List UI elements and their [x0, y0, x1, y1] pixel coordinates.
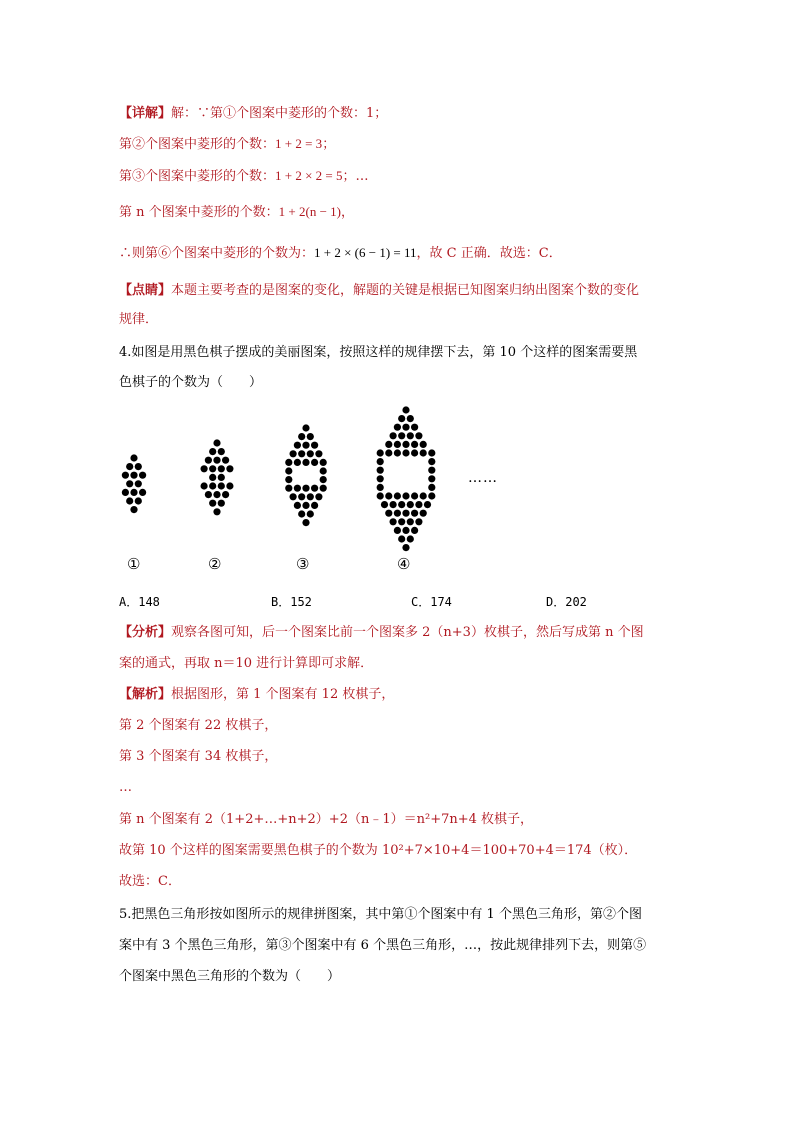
chess-piece-dot [218, 465, 225, 472]
chess-piece-dot [209, 474, 216, 481]
chess-piece-dot [415, 432, 422, 439]
detail-line-3 [119, 166, 369, 187]
chess-piece-dot [428, 449, 435, 456]
detail-end-2: ； [322, 137, 336, 152]
comment-line-2: 规律． [119, 312, 159, 327]
comment-text-1: 本题主要考查的是图案的变化，解题的关键是根据已知图案归纳出图案个数的变化 [171, 283, 640, 298]
detail-math-5: 1 + 2 × (6 − 1) = 11 [314, 245, 417, 260]
chess-piece-dot [377, 467, 384, 474]
solution-line-3: 第 3 个图案有 34 枚棋子， [119, 749, 278, 764]
solution-line-6: 故第 10 个这样的图案需要黑色棋子的个数为 10²+7×10+4＝100+70+4＝174（枚）． [119, 843, 638, 858]
chess-piece-dot [320, 485, 327, 492]
chess-piece-dot [285, 485, 292, 492]
chess-piece-dot [302, 459, 309, 466]
chess-piece-dot [390, 518, 397, 525]
analysis-tag: 【分析】 [119, 625, 172, 640]
chess-piece-dot [290, 450, 297, 457]
choice-c: C．174 [411, 595, 452, 609]
chess-piece-dot [209, 482, 216, 489]
chess-piece-dot [402, 492, 409, 499]
chess-piece-dot [390, 432, 397, 439]
figure-label-2: ② [208, 555, 222, 573]
chess-piece-dot [311, 502, 318, 509]
solution-tag: 【解析】 [119, 687, 172, 702]
chess-piece-dot [320, 476, 327, 483]
chess-piece-dot [298, 493, 305, 500]
chess-piece-dot [209, 465, 216, 472]
chess-piece-dot [385, 449, 392, 456]
chess-piece-dot [377, 484, 384, 491]
chess-piece-dot [205, 491, 212, 498]
chess-piece-dot [420, 441, 427, 448]
figure-label-4: ④ [397, 555, 411, 573]
chess-piece-dot [285, 459, 292, 466]
chess-piece-dot [420, 492, 427, 499]
chess-piece-dot [424, 501, 431, 508]
chess-piece-dot [394, 441, 401, 448]
solution-line-2: 第 2 个图案有 22 枚棋子， [119, 718, 278, 733]
chess-piece-dot [135, 480, 142, 487]
solution-line-5: 第 n 个图案有 2（1+2+…+n+2）+2（n﹣1）＝n²+7n+4 枚棋子， [119, 812, 534, 827]
chess-piece-dot [394, 424, 401, 431]
detail-end-4: ， [340, 205, 354, 220]
chess-piece-dot [415, 518, 422, 525]
analysis-line-1 [119, 623, 644, 643]
chess-piece-dot [385, 441, 392, 448]
chess-piece-dot [222, 491, 229, 498]
chess-piece-dot [302, 502, 309, 509]
detail-math-4b: (n − 1) [305, 204, 341, 219]
chess-piece-dot [290, 493, 297, 500]
detail-text-4: 第 n 个图案中菱形的个数： [119, 205, 279, 220]
pattern-figure-4 [377, 406, 436, 551]
chess-piece-dot [428, 492, 435, 499]
chess-piece-dot [307, 433, 314, 440]
chess-piece-dot [402, 510, 409, 517]
chess-piece-dot [377, 492, 384, 499]
chess-piece-dot [311, 485, 318, 492]
chess-piece-dot [398, 501, 405, 508]
chess-piece-dot [298, 450, 305, 457]
chess-piece-dot [311, 459, 318, 466]
chess-piece-dot [402, 424, 409, 431]
question-4-line-1: 4.如图是用黑色棋子摆成的美丽图案，按照这样的规律摆下去，第 10 个这样的图案需要黑 [119, 345, 638, 360]
detail-math-3: 1 + 2 × 2 = 5 [275, 168, 343, 183]
chess-piece-dot [407, 501, 414, 508]
pattern-figure-2 [201, 439, 234, 515]
chess-piece-dot [126, 480, 133, 487]
question-5-line-3: 个图案中黑色三角形的个数为（ ） [119, 969, 341, 984]
chess-piece-dot [201, 465, 208, 472]
question-4-line-2: 色棋子的个数为（ ） [119, 375, 263, 390]
detail-line-5 [119, 243, 562, 264]
chess-piece-dot [226, 465, 233, 472]
chess-piece-dot [218, 482, 225, 489]
chess-piece-dot [222, 457, 229, 464]
comment-tag: 【点睛】 [119, 283, 172, 298]
chess-piece-dot [213, 508, 220, 515]
chess-piece-dot [411, 492, 418, 499]
analysis-line-2: 案的通式，再取 n＝10 进行计算即可求解． [119, 656, 374, 671]
chess-piece-dot [394, 492, 401, 499]
chess-piece-dot [398, 415, 405, 422]
chess-piece-dot [407, 432, 414, 439]
chess-piece-dot [420, 510, 427, 517]
chess-piece-dot [377, 458, 384, 465]
chess-piece-dot [213, 457, 220, 464]
chess-piece-dot [320, 467, 327, 474]
detail-math-4a: 1 + 2 [278, 204, 306, 219]
chess-piece-dot [205, 457, 212, 464]
chess-piece-dot [385, 492, 392, 499]
pattern-figure-1 [122, 454, 146, 513]
chess-piece-dot [294, 485, 301, 492]
chess-piece-dot [294, 502, 301, 509]
detail-line-1 [119, 104, 387, 124]
detail-math-2: 1 + 2 = 3 [275, 136, 323, 151]
pattern-figures [110, 398, 460, 558]
chess-piece-dot [315, 450, 322, 457]
chess-piece-dot [428, 467, 435, 474]
chess-piece-dot [294, 442, 301, 449]
chess-piece-dot [126, 497, 133, 504]
solution-line-4: … [119, 780, 132, 795]
chess-piece-dot [298, 433, 305, 440]
chess-piece-dot [402, 544, 409, 551]
choice-b: B．152 [271, 595, 312, 609]
chess-piece-dot [381, 501, 388, 508]
chess-piece-dot [402, 449, 409, 456]
chess-piece-dot [411, 424, 418, 431]
chess-piece-dot [302, 424, 309, 431]
chess-piece-dot [411, 449, 418, 456]
detail-text-1: 解：∵第①个图案中菱形的个数：1； [171, 106, 388, 121]
chess-piece-dot [394, 527, 401, 534]
chess-piece-dot [302, 485, 309, 492]
chess-piece-dot [218, 500, 225, 507]
chess-piece-dot [130, 454, 137, 461]
chess-piece-dot [218, 448, 225, 455]
chess-piece-dot [209, 448, 216, 455]
figure-label-3: ③ [296, 555, 310, 573]
chess-piece-dot [302, 519, 309, 526]
detail-text-5: ∴则第⑥个图案中菱形的个数为： [119, 246, 315, 261]
chess-piece-dot [411, 441, 418, 448]
chess-piece-dot [407, 415, 414, 422]
chess-piece-dot [377, 475, 384, 482]
detail-end-3: ；… [342, 169, 369, 184]
chess-piece-dot [213, 491, 220, 498]
solution-line-1 [119, 685, 394, 705]
chess-piece-dot [298, 510, 305, 517]
chess-piece-dot [377, 449, 384, 456]
chess-piece-dot [307, 450, 314, 457]
detail-end-5: ，故 C 正确．故选：C． [416, 246, 562, 261]
chess-piece-dot [411, 510, 418, 517]
chess-piece-dot [398, 518, 405, 525]
chess-piece-dot [130, 506, 137, 513]
detail-tag: 【详解】 [119, 106, 172, 121]
chess-piece-dot [411, 527, 418, 534]
chess-piece-dot [135, 497, 142, 504]
chess-piece-dot [218, 474, 225, 481]
comment-line-1 [119, 281, 639, 301]
chess-piece-dot [135, 463, 142, 470]
chess-piece-dot [302, 442, 309, 449]
detail-line-2 [119, 134, 335, 155]
chess-piece-dot [139, 472, 146, 479]
solution-text-1: 根据图形，第 1 个图案有 12 枚棋子， [171, 687, 395, 702]
choice-a: A．148 [119, 595, 160, 609]
chess-piece-dot [285, 467, 292, 474]
chess-piece-dot [213, 439, 220, 446]
figure-label-1: ① [127, 555, 141, 573]
chess-piece-dot [311, 442, 318, 449]
chess-piece-dot [428, 475, 435, 482]
chess-piece-dot [428, 484, 435, 491]
chess-piece-dot [398, 432, 405, 439]
chess-piece-dot [390, 501, 397, 508]
analysis-text-1: 观察各图可知，后一个图案比前一个图案多 2（n+3）枚棋子，然后写成第 n 个图 [171, 625, 644, 640]
chess-piece-dot [126, 463, 133, 470]
chess-piece-dot [420, 449, 427, 456]
chess-piece-dot [407, 518, 414, 525]
chess-piece-dot [402, 441, 409, 448]
chess-piece-dot [415, 501, 422, 508]
chess-piece-dot [315, 493, 322, 500]
choice-d: D．202 [546, 595, 587, 609]
chess-piece-dot [201, 482, 208, 489]
solution-line-7: 故选：C． [119, 874, 181, 889]
chess-piece-dot [402, 406, 409, 413]
chess-piece-dot [130, 489, 137, 496]
chess-piece-dot [398, 535, 405, 542]
chess-piece-dot [320, 459, 327, 466]
chess-piece-dot [130, 472, 137, 479]
chess-piece-dot [385, 510, 392, 517]
chess-piece-dot [122, 472, 129, 479]
chess-piece-dot [428, 458, 435, 465]
chess-piece-dot [394, 510, 401, 517]
chess-piece-dot [307, 510, 314, 517]
chess-piece-dot [209, 500, 216, 507]
chess-piece-dot [402, 527, 409, 534]
chess-piece-dot [122, 489, 129, 496]
chess-piece-dot [139, 489, 146, 496]
chess-piece-dot [307, 493, 314, 500]
pattern-figure-3 [285, 424, 327, 526]
chess-piece-dot [294, 459, 301, 466]
detail-text-2: 第②个图案中菱形的个数： [119, 137, 276, 152]
chess-piece-dot [394, 449, 401, 456]
chess-piece-dot [407, 535, 414, 542]
question-5-line-2: 案中有 3 个黑色三角形，第③个图案中有 6 个黑色三角形，…，按此规律排列下去，则第⑤ [119, 938, 647, 953]
question-5-line-1: 5.把黑色三角形按如图所示的规律拼图案，其中第①个图案中有 1 个黑色三角形，第②个图 [119, 907, 642, 922]
detail-text-3: 第③个图案中菱形的个数： [119, 169, 276, 184]
figure-ellipsis: …… [468, 470, 498, 486]
chess-piece-dot [285, 476, 292, 483]
detail-line-4 [119, 202, 354, 223]
chess-piece-dot [226, 482, 233, 489]
